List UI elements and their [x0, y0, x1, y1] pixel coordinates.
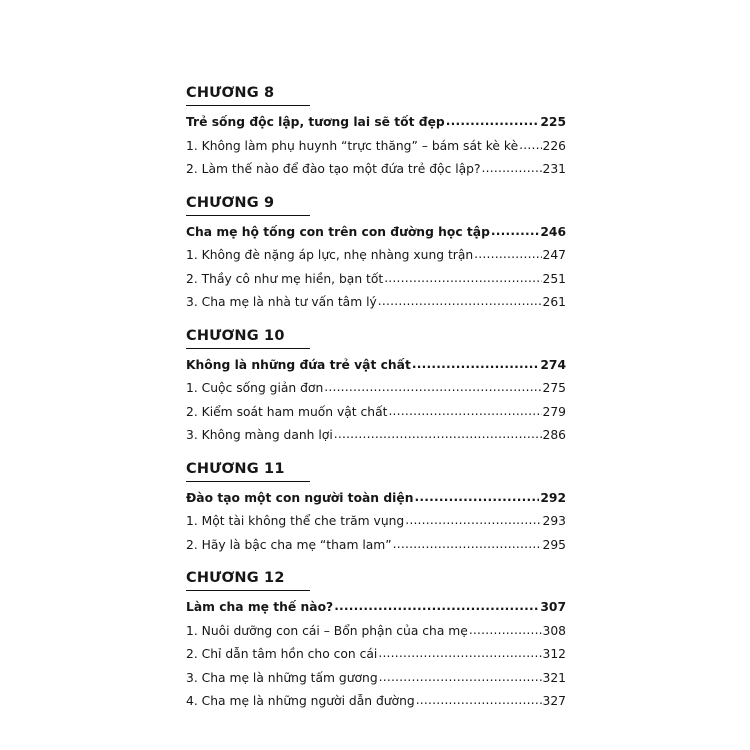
toc-entry [186, 135, 566, 159]
chapter-title: CHƯƠNG 12 [186, 569, 310, 591]
dot-leader [324, 376, 541, 400]
entry-label: Đào tạo một con người toàn diện [186, 490, 414, 505]
chapter-title: CHƯƠNG 8 [186, 84, 310, 106]
entry-page-number: 286 [542, 428, 566, 442]
dot-leader [334, 423, 542, 447]
entry-label: 1. Nuôi dưỡng con cái – Bổn phận của cha mẹ [186, 623, 468, 638]
dot-leader [384, 267, 541, 291]
dot-leader [469, 619, 542, 643]
dot-leader [482, 157, 542, 181]
entry-page-number: 275 [542, 381, 566, 395]
toc-entry [186, 487, 566, 511]
chapter-11 [186, 460, 566, 558]
entry-page-number: 225 [540, 115, 566, 129]
toc-entry [186, 596, 566, 620]
dot-leader [519, 134, 541, 158]
entry-label: 2. Thầy cô như mẹ hiền, bạn tốt [186, 271, 384, 286]
toc-entry [186, 244, 566, 268]
chapter-8 [186, 84, 566, 182]
entry-page-number: 308 [542, 623, 566, 638]
chapter-12 [186, 569, 566, 714]
entry-page-number: 261 [542, 295, 566, 309]
entry-page-number: 251 [542, 271, 566, 286]
dot-leader [379, 666, 542, 690]
entry-page-number: 231 [542, 162, 566, 176]
chapter-title: CHƯƠNG 10 [186, 327, 310, 349]
toc-entry [186, 534, 566, 558]
chapter-title: CHƯƠNG 11 [186, 460, 310, 482]
toc-entry [186, 377, 566, 401]
toc-entry [186, 690, 566, 714]
toc-entry [186, 354, 566, 378]
entry-page-number: 293 [542, 514, 566, 528]
toc-entry [186, 221, 566, 245]
entry-label: Trẻ sống độc lập, tương lai sẽ tốt đẹp [186, 115, 445, 129]
toc-entry [186, 291, 566, 315]
toc-entry [186, 510, 566, 534]
dot-leader [378, 290, 542, 314]
toc-entry [186, 643, 566, 667]
entry-label: 1. Không làm phụ huynh “trực thăng” – bám sát kè kè [186, 138, 519, 153]
entry-label: Không là những đứa trẻ vật chất [186, 357, 411, 372]
dot-leader [412, 353, 539, 377]
toc-entry [186, 620, 566, 644]
entry-page-number: 246 [540, 224, 566, 239]
entry-label: 2. Hãy là bậc cha mẹ “tham lam” [186, 537, 392, 552]
dot-leader [334, 595, 539, 619]
dot-leader [446, 110, 540, 134]
dot-leader [378, 642, 541, 666]
entry-page-number: 295 [542, 537, 566, 552]
chapter-title: CHƯƠNG 9 [186, 194, 310, 216]
entry-label: 3. Cha mẹ là những tấm gương [186, 670, 378, 685]
entry-label: 3. Cha mẹ là nhà tư vấn tâm lý [186, 295, 377, 309]
entry-label: 1. Cuộc sống giản đơn [186, 381, 324, 395]
entry-label: 2. Chỉ dẫn tâm hồn cho con cái [186, 647, 378, 661]
toc-entry [186, 401, 566, 425]
dot-leader [414, 486, 539, 510]
toc-entry [186, 424, 566, 448]
toc-entry [186, 111, 566, 135]
entry-page-number: 226 [542, 138, 566, 153]
entry-page-number: 279 [542, 404, 566, 419]
chapter-9 [186, 194, 566, 315]
entry-label: 1. Một tài không thể che trăm vụng [186, 514, 405, 528]
entry-label: 4. Cha mẹ là những người dẫn đường [186, 694, 415, 708]
toc-entry [186, 667, 566, 691]
entry-page-number: 247 [542, 248, 566, 262]
dot-leader [474, 243, 541, 267]
entry-page-number: 307 [540, 600, 566, 614]
table-of-contents [186, 84, 566, 726]
entry-label: 2. Kiểm soát ham muốn vật chất [186, 404, 388, 419]
toc-entry [186, 158, 566, 182]
entry-page-number: 327 [542, 694, 566, 708]
entry-label: 3. Không màng danh lợi [186, 428, 333, 442]
entry-page-number: 321 [542, 670, 566, 685]
dot-leader [388, 400, 541, 424]
entry-page-number: 292 [540, 490, 566, 505]
chapter-10 [186, 327, 566, 448]
entry-label: Cha mẹ hộ tống con trên con đường học tập [186, 224, 490, 239]
entry-label: 1. Không đè nặng áp lực, nhẹ nhàng xung trận [186, 248, 474, 262]
entry-page-number: 274 [540, 357, 566, 372]
dot-leader [491, 220, 539, 244]
dot-leader [393, 533, 542, 557]
toc-entry [186, 268, 566, 292]
entry-label: Làm cha mẹ thế nào? [186, 600, 334, 614]
dot-leader [405, 509, 541, 533]
entry-label: 2. Làm thế nào để đào tạo một đứa trẻ độc lập? [186, 162, 481, 176]
entry-page-number: 312 [542, 647, 566, 661]
dot-leader [416, 689, 542, 713]
